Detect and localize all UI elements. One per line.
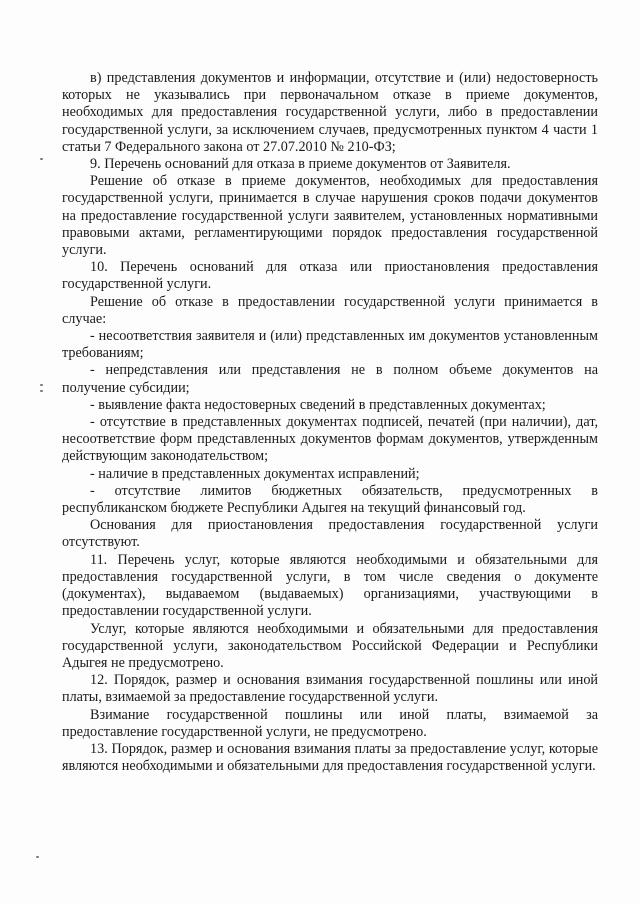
list-item: - выявление факта недостоверных сведений в представленных документах; <box>90 396 546 413</box>
margin-mark <box>40 158 43 160</box>
paragraph: 9. Перечень оснований для отказа в приеме документов от Заявителя. <box>90 156 511 173</box>
paragraph: Взимание государственной пошлины или иной платы, взимаемой за предоставление государственной услуги, не предусмотрено. <box>62 706 598 740</box>
paragraph: Решение об отказе в приеме документов, необходимых для предоставления государственной услуги, принимается в случае нарушения сроков подачи документов на предоставление государственной услуги заявителем, установленных нормативными правовыми актами, регламентирующими порядок предоставления государственной услуги. <box>62 173 598 259</box>
list-item: - непредставления или представления не в полном объеме документов на получение субсидии; <box>62 362 598 396</box>
section-heading: 10. Перечень оснований для отказа или приостановления предоставления государственной услуги. <box>62 259 598 293</box>
list-item: - несоответствия заявителя и (или) представленных им документов установленным требованиям; <box>62 328 598 362</box>
list-item: - наличие в представленных документах исправлений; <box>90 465 420 482</box>
margin-mark <box>40 384 43 386</box>
paragraph: в) представления документов и информации, отсутствие и (или) недостоверность которых не указывались при первоначальном отказе в приеме документов, необходимых для предоставления государственной услуги, либо в предоставлении государственной услуги, за исключением случаев, предусмотренных пунктом 4 части 1 статьи 7 Федерального закона от 27.07.2010 № 210-ФЗ; <box>62 70 598 155</box>
document-body <box>62 70 598 775</box>
paragraph: Основания для приостановления предоставления государственной услуги отсутствуют. <box>62 517 598 551</box>
section-heading: 12. Порядок, размер и основания взимания государственной пошлины или иной платы, взимаемой за предоставление государственной услуги. <box>62 672 598 706</box>
list-item: - отсутствие в представленных документах подписей, печатей (при наличии), дат, несоответствие форм представленных документов формам документов, утвержденным действующим законодательством; <box>62 414 598 465</box>
margin-mark <box>36 856 39 858</box>
list-item: - отсутствие лимитов бюджетных обязательств, предусмотренных в республиканском бюджете Республики Адыгея на текущий финансовый год. <box>62 482 598 517</box>
margin-mark <box>40 390 43 392</box>
section-heading: 13. Порядок, размер и основания взимания платы за предоставление услуг, которые являются необходимыми и обязательными для предоставления государственной услуги. <box>62 740 598 775</box>
section-heading: 11. Перечень услуг, которые являются необходимыми и обязательными для предоставления государственной услуги, в том числе сведения о документе (документах), выдаваемом (выдаваемых) организациями, участвующими в предоставлении государственной услуги. <box>62 551 598 620</box>
paragraph: Решение об отказе в предоставлении государственной услуги принимается в случае: <box>62 293 598 327</box>
paragraph: Услуг, которые являются необходимыми и обязательными для предоставления государственной услуги, законодательством Российской Федерации и Республики Адыгея не предусмотрено. <box>62 620 598 671</box>
